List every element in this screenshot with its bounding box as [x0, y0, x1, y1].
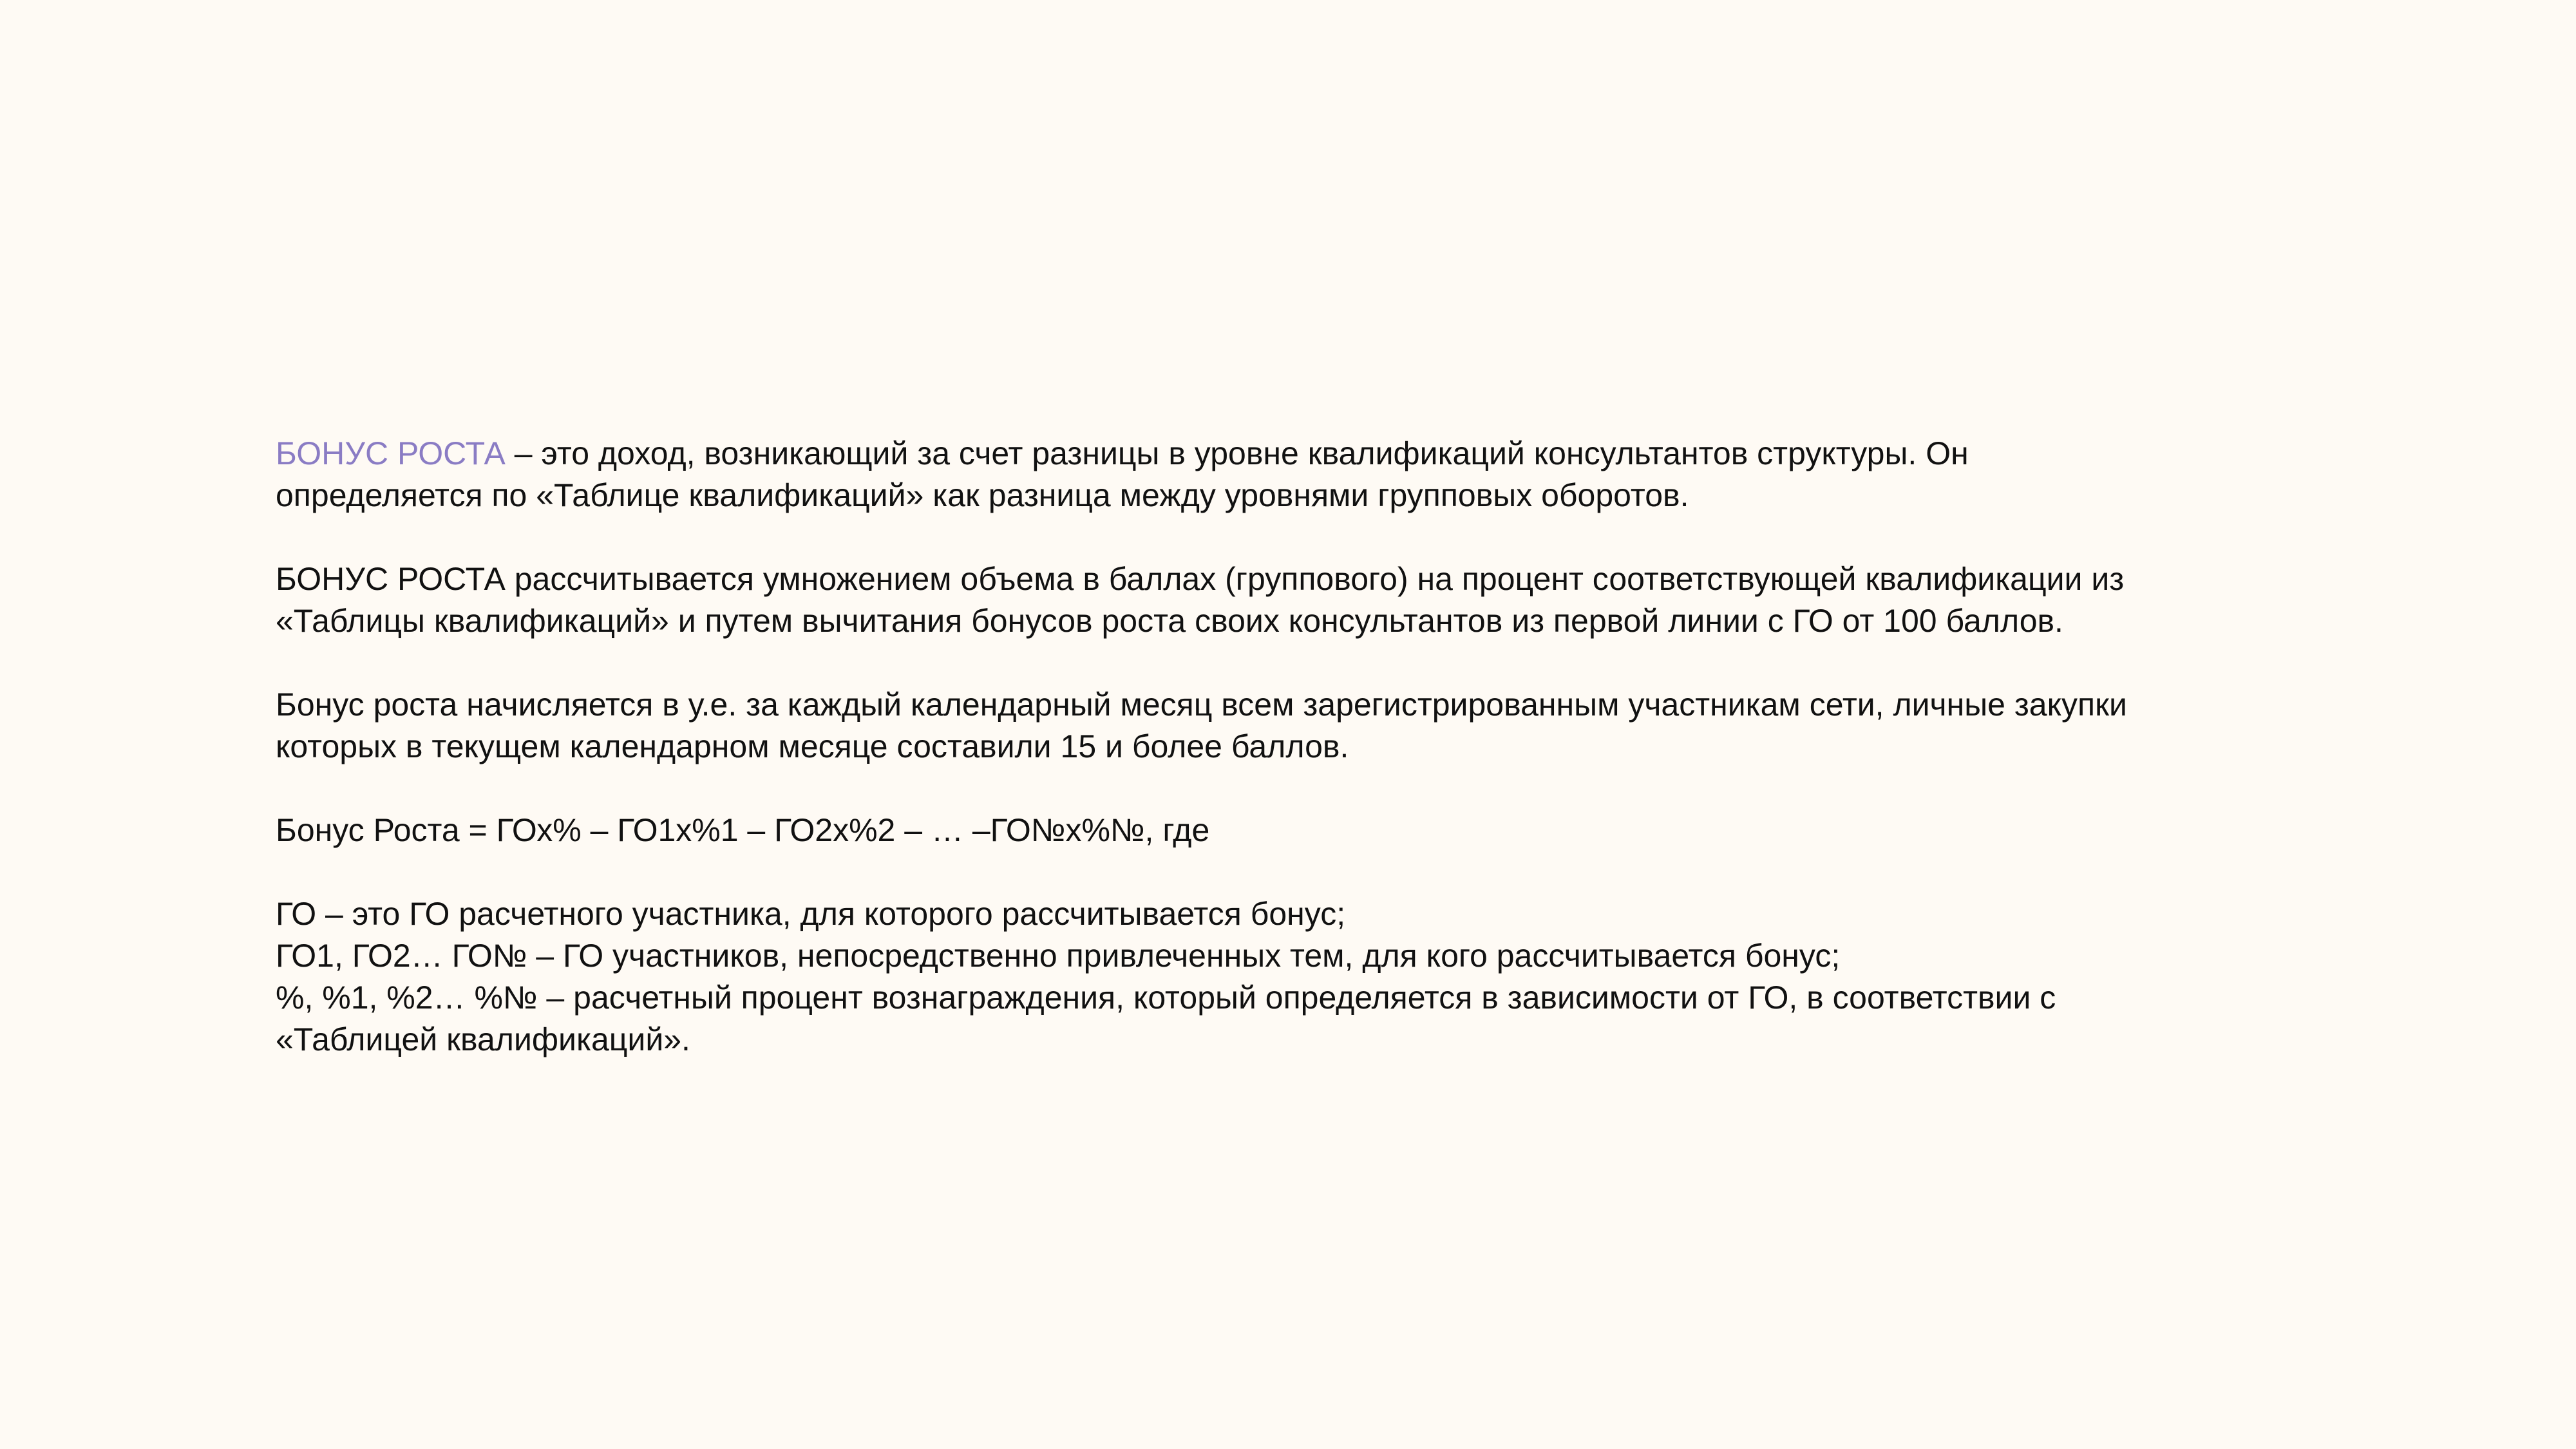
bonus-term: БОНУС РОСТА	[276, 435, 506, 471]
definition-text-line2: определяется по «Таблице квалификаций» как разница между уровнями групповых оборотов.	[276, 477, 1689, 513]
definition-paragraph	[276, 433, 2369, 516]
definition-text: – это доход, возникающий за счет разницы в уровне квалификаций консультантов структуры. Он	[505, 435, 1969, 471]
definition-item: ГО – это ГО расчетного участника, для которого рассчитывается бонус;	[276, 896, 1346, 932]
accrual-line2: которых в текущем календарном месяце составили 15 и более баллов.	[276, 728, 1349, 764]
definition-item: «Таблицей квалификаций».	[276, 1021, 690, 1057]
accrual-paragraph	[276, 684, 2369, 768]
text-body	[276, 433, 2369, 1061]
definition-item: %, %1, %2… %№ – расчетный процент вознаграждения, который определяется в зависимости от ГО, в соответствии с	[276, 980, 2056, 1016]
definition-item: ГО1, ГО2… ГО№ – ГО участников, непосредственно привлеченных тем, для кого рассчитывается бонус;	[276, 938, 1841, 974]
calculation-paragraph	[276, 558, 2369, 642]
accrual-line1: Бонус роста начисляется в у.е. за каждый календарный месяц всем зарегистрированным участникам сети, личные закупки	[276, 687, 2127, 723]
definitions-list	[276, 893, 2369, 1061]
formula: Бонус Роста = ГОх% – ГО1х%1 – ГО2х%2 – … –ГО№х%№, где	[276, 812, 1210, 848]
calculation-line1: БОНУС РОСТА рассчитывается умножением объема в баллах (группового) на процент соответствующей квалификации из	[276, 561, 2125, 597]
calculation-line2: «Таблицы квалификаций» и путем вычитания бонусов роста своих консультантов из первой линии с ГО от 100 баллов.	[276, 603, 2063, 639]
